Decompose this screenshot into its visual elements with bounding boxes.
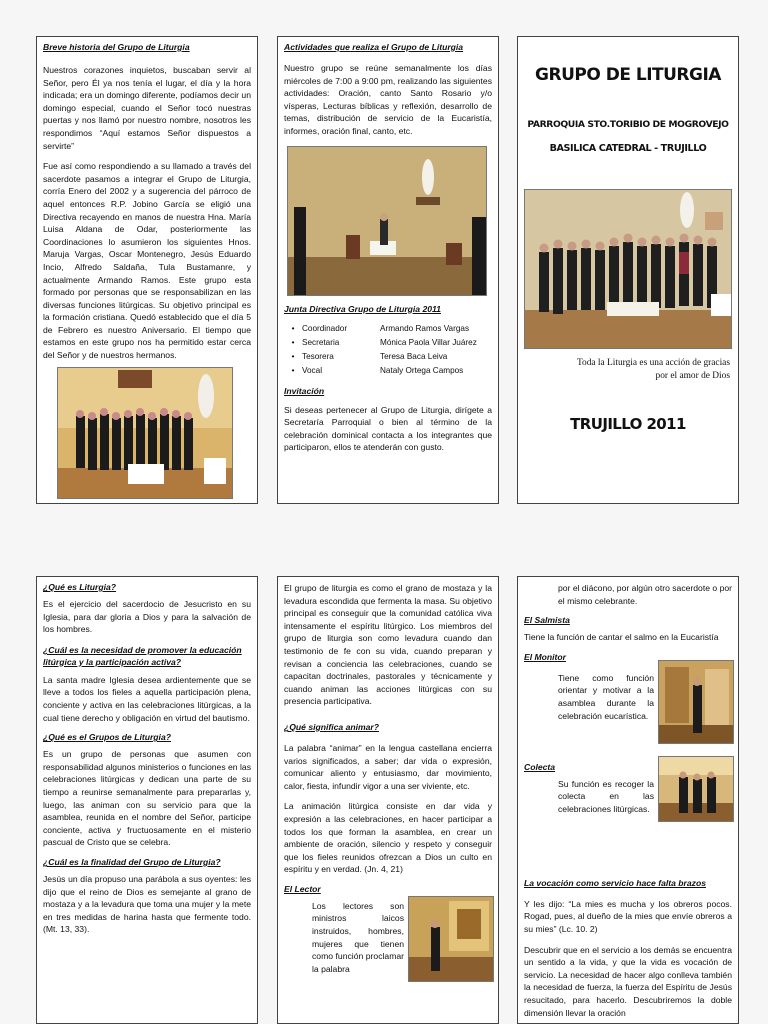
educacion-heading: ¿Cuál es la necesidad de promover la educación litúrgica y la participación activa? — [43, 644, 242, 667]
junta-role: Coordinador — [302, 323, 348, 333]
mostaza-paragraph: El grupo de liturgia es como el grano de mostaza y la levadura escondida que fermenta la masa. Su objetivo principal es conseguir que la comunidad católica viva intensamente el espíritu litúrgico. Los miembros del grupo de liturgia son como levadura cuando dan testimonio de fe con su vida, cuando preparan y revisan a conciencia las celebraciones, cuando se capacitan doctrinales, pastorales y técnicamente y cuando animan las acciones litúrgicas con su presencia participativa. — [284, 583, 492, 707]
cover-parroquia: PARROQUIA STO.TORIBIO DE MOGROVEJO — [527, 119, 729, 130]
junta-row: • Tesorera Teresa Baca Leiva — [284, 350, 492, 364]
panel-actividades — [277, 36, 499, 504]
salmista-paragraph: Tiene la función de cantar el salmo en la Eucaristía — [524, 632, 719, 643]
cover-basilica: BASILICA CATEDRAL - TRUJILLO — [549, 143, 707, 154]
cover-group-photo — [524, 189, 732, 349]
panel-animar — [277, 576, 499, 1024]
junta-member: Nataly Ortega Campos — [380, 365, 464, 375]
lector-paragraph: Los lectores son ministros laicos instruidos, hombres, mujeres que tienen como función proclamar la palabra — [312, 900, 404, 974]
junta-row: • Secretaria Mónica Paola Villar Juárez — [284, 336, 492, 350]
finalidad-heading: ¿Cuál es la finalidad del Grupo de Liturgia? — [43, 856, 221, 867]
vocacion-heading: La vocación como servicio hace falta brazos — [524, 877, 706, 888]
cover-title: GRUPO DE LITURGIA — [535, 65, 721, 85]
actividades-paragraph: Nuestro grupo se reúne semanalmente los días miércoles de 7:00 a 9:00 pm, realizando las siguientes actividades: Oración, canto Santo Rosario y/o vísperas, Lecturas bíblicas y reflexión, desarrollo de temas, distribución de servicio de la Eucaristía, informes, oración final, canto, etc. — [284, 63, 492, 136]
grupo-heading: ¿Qué es el Grupos de Liturgia? — [43, 732, 171, 743]
vocacion-paragraph-2: Descubrir que en el servicio a los demás se encuentra un sentido a la vida, y que la vida es vocación de servicio. La necesidad de hacer algo conlleva también la necesidad de fuerza, la fuerza del Espíritu de Jesús resucitado, para hacerlo. Descubriremos la doble dimensión llevar la oración — [524, 944, 732, 1018]
group-photo-altar — [57, 367, 233, 499]
junta-role: Tesorera — [302, 351, 334, 361]
junta-role: Secretaria — [302, 337, 340, 347]
cover-footer: TRUJILLO 2011 — [570, 415, 686, 433]
invitacion-heading: Invitación — [284, 385, 325, 396]
junta-member: Armando Ramos Vargas — [380, 323, 470, 333]
historia-paragraph-2: Fue así como respondiendo a su llamado a través del sacerdote pasamos a integrar el Grupo de Liturgia, corría Enero del 2002 y a sugerencia del párroco de aquel entonces R.P. Jobino García se eligió una Directiva recayendo en manos de nuestra Hna. María Luisa Aldana de Odar, posteriormente las Coordinaciones lo asumieron los siguientes Hnos. Maruja Vargas, Oscar Montenegro, Jesús Eduardo Incio, Alfredo Saldaña, Tula Bustamanre, y actualmente Armando Ramos. Este grupo esta formado por personas que se responsabilizan en las diversas funciones litúrgicas. Su objetivo principal es la formación cristiana. Quedó establecido que el día 5 de Febrero es nuestro Aniversario. El tiempo que estamos en este grupo nos ha permitido estar cerca del Señor y de nuestros hermanos. — [43, 161, 251, 361]
historia-paragraph-1: Nuestros corazones inquietos, buscaban servir al Señor, pero Él ya nos tenía el lugar, el día y la hora indicada; era un domingo diferente, podíamos decir un domingo especial, cuando el Señor tocó nuestras puertas y nos llamó por nuestro nombre, nosotros les respondimos “Aquí estamos Señor dispuestos a servirte” — [43, 65, 251, 151]
colecta-heading: Colecta — [524, 761, 556, 772]
cover-quote-line-1: Toda la Liturgia es una acción de gracias — [576, 358, 730, 368]
historia-heading: Breve historia del Grupo de Liturgia — [43, 42, 190, 52]
educacion-paragraph: La santa madre Iglesia desea ardientemente que se lleve a todos los fieles a aquella participación plena, conciente y activa en las celebraciones litúrgicas, a la cual tiene derecho y obligación en virtud del bautismo. — [43, 674, 251, 723]
vocacion-paragraph-1: Y les dijo: “La mies es mucha y los obreros pocos. Rogad, pues, al dueño de la mies que envíe obreros a su mies” (Lc. 10. 2) — [524, 898, 732, 934]
panel-historia — [36, 36, 258, 504]
cover-quote-line-2: por el amor de Dios — [655, 371, 730, 381]
junta-list — [284, 322, 492, 378]
liturgia-heading: ¿Qué es Liturgia? — [43, 582, 117, 592]
actividades-heading: Actividades que realiza el Grupo de Liturgia — [284, 42, 464, 52]
lector-heading: El Lector — [284, 883, 321, 894]
monitor-heading: El Monitor — [524, 651, 567, 662]
panel-cover — [517, 36, 739, 504]
meeting-photo — [287, 146, 487, 296]
panel-que-es-liturgia — [36, 576, 258, 1024]
panel-ministerios — [517, 576, 739, 1024]
colecta-paragraph: Su función es recoger la colecta en las celebraciones litúrgicas. — [558, 778, 654, 814]
animar-paragraph-1: La palabra “animar” en la lengua castellana encierra varios significados, a saber; dar vida o expresión, comunicar aliento y entusiasmo, dar movimiento, calor, fiesta, infundir vigor a una ser viviente, etc. — [284, 742, 492, 791]
junta-member: Teresa Baca Leiva — [380, 351, 448, 361]
lector-photo — [408, 896, 494, 982]
colecta-photo — [658, 756, 734, 822]
finalidad-paragraph: Jesús un día propuso una parábola a sus oyentes: les dijo que el reino de Dios es semejante al grano de mostaza y a la levadura que toma una mujer y la mete en tres medidas de harina hasta que fermente todo. (Mt. 13, 33). — [43, 873, 251, 935]
animar-heading: ¿Qué significa animar? — [284, 721, 380, 732]
junta-row: • Coordinador Armando Ramos Vargas — [284, 322, 492, 336]
junta-row: • Vocal Nataly Ortega Campos — [284, 364, 492, 378]
grupo-paragraph: Es un grupo de personas que asumen con responsabilidad algunos ministerios o funciones en las celebraciones litúrgicas y dedican una parte de su tiempo a reunirse semanalmente para prepararlas y, luego, las animan con su servicio para que la asamblea, reunida en el nombre del Señor, participe conciente, activa y fructuosamente en el misterio pascual de Cristo que se celebra. — [43, 749, 251, 848]
junta-role: Vocal — [302, 365, 323, 375]
junta-heading: Junta Directiva Grupo de Liturgia 2011 — [284, 303, 441, 314]
salmista-heading: El Salmista — [524, 615, 570, 626]
monitor-paragraph: Tiene como función orientar y motivar a la asamblea durante la celebración eucarística. — [558, 672, 654, 721]
liturgia-paragraph: Es el ejercicio del sacerdocio de Jesucristo en su Iglesia, para dar gloria a Dios y para la salvación de los hombres. — [43, 599, 251, 635]
junta-member: Mónica Paola Villar Juárez — [380, 337, 477, 347]
animar-paragraph-2: La animación litúrgica consiste en dar vida y expresión a las celebraciones, en hacer participar a todos los que forman la asamblea, en crear un ambiente de oración, silencio y respeto y conseguir que los fieles reunidos ofrezcan a Dios un culto en espíritu y en verdad. (Jn. 4, 21) — [284, 801, 492, 875]
invitacion-paragraph: Si deseas pertenecer al Grupo de Liturgia, dirígete a Secretaría Parroquial o bien al término de la celebración dominical contacta a los integrantes que participaron, ellos te atenderán con gusto. — [284, 404, 492, 453]
diacono-paragraph: por el diácono, por algún otro sacerdote o por el mismo celebrante. — [558, 583, 732, 606]
monitor-photo — [658, 660, 734, 744]
